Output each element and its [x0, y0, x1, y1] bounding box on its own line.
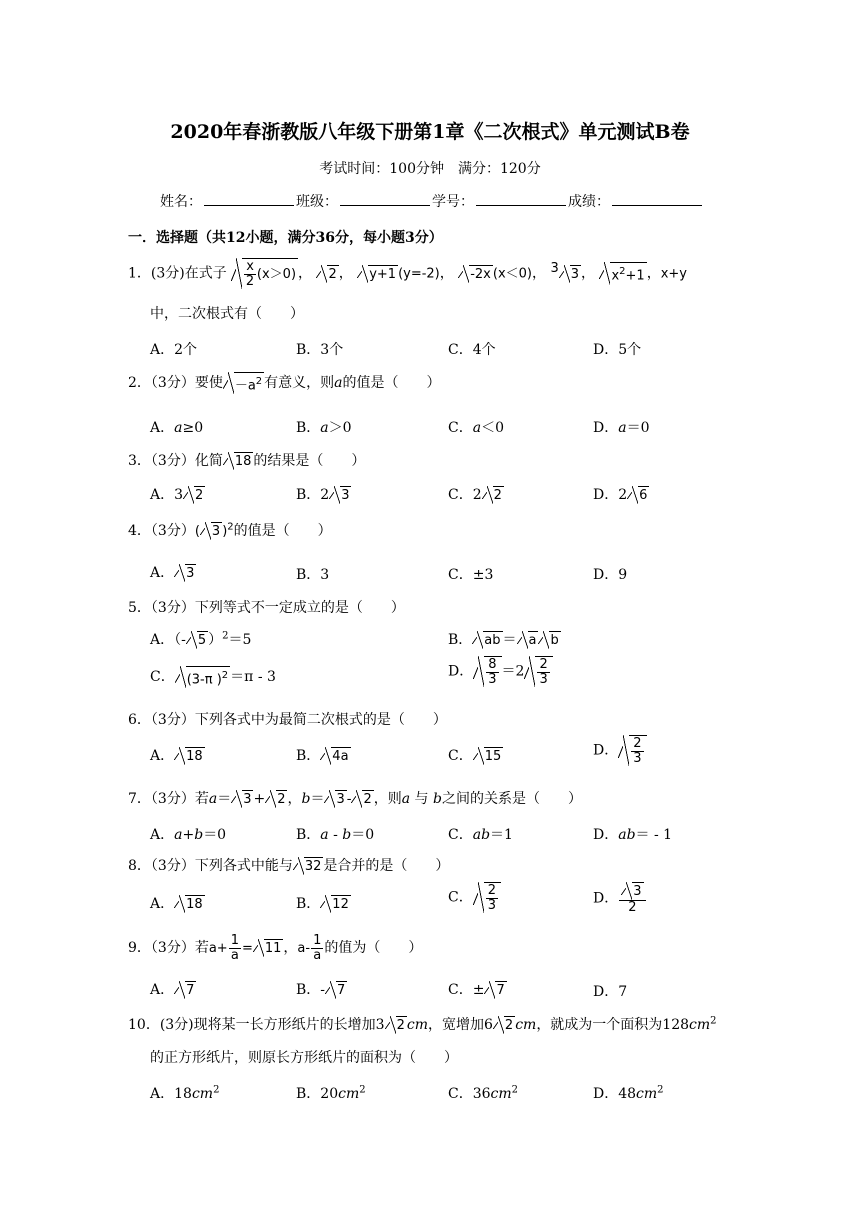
question-10-tail: 的正方形纸片，则原长方形纸片的面积为（ ）: [150, 1050, 458, 1066]
page-title: 2020年春浙教版八年级下册第1章《二次根式》单元测试B卷: [170, 121, 690, 143]
question-1-tail: 中，二次根式有（ ）: [150, 306, 304, 322]
exam-info: 考试时间：100分钟 满分：120分: [319, 161, 541, 177]
q7-option-a[interactable]: A．a+b＝0: [150, 827, 227, 843]
q4-option-d[interactable]: D．9: [593, 567, 628, 583]
q7-option-d[interactable]: D．ab＝ - 1: [593, 827, 673, 843]
q6-option-b[interactable]: B． 4a: [296, 748, 349, 764]
section-heading: 一．选择题（共12小题，满分36分，每小题3分）: [128, 230, 443, 246]
question-1: 1．(3分)在式子 $\frac{x}{2}$ (x＞0) ， 2 ， y+1 (y=-2)， -2x (x＜0)， $^3$ 3 ， $x^2+1$ ，x+y: [128, 259, 687, 289]
question-6: 6．（3分）下列各式中为最简二次根式的是（ ）: [128, 712, 447, 728]
q8-option-a[interactable]: A． 18: [150, 896, 203, 912]
q3-option-b[interactable]: B．2 3: [296, 487, 350, 503]
q5-option-c[interactable]: C． (3-π )$^2$ ＝π - 3: [150, 666, 276, 688]
q5-option-a[interactable]: A．（- 5 ）$^2$＝5: [150, 630, 252, 648]
id-blank[interactable]: [476, 193, 566, 206]
id-label: 学号：: [432, 194, 474, 210]
q10-option-a[interactable]: A．$18cm^2$: [150, 1084, 220, 1102]
q1-option-b[interactable]: B．3个: [296, 342, 344, 358]
q2-option-c[interactable]: C．a＜0: [448, 420, 504, 436]
q1-option-d[interactable]: D．5个: [593, 342, 642, 358]
q6-option-a[interactable]: A． 18: [150, 748, 203, 764]
score-label: 成绩：: [568, 194, 610, 210]
question-8: 8．（3分）下列各式中能与 32 是合并的是（ ）: [128, 858, 450, 874]
q3-option-d[interactable]: D．2 6: [593, 487, 648, 503]
q3-option-a[interactable]: A．3 2: [150, 487, 204, 503]
q2-option-a[interactable]: A．a≥0: [150, 420, 204, 436]
q1-option-c[interactable]: C．4个: [448, 342, 496, 358]
q8-option-d[interactable]: D． $\frac{3}{2}$: [593, 882, 647, 915]
q10-option-d[interactable]: D．$48cm^2$: [593, 1084, 664, 1102]
q1-option-a[interactable]: A．2个: [150, 342, 198, 358]
q5-option-b[interactable]: B． ab ＝ a b: [448, 632, 559, 648]
q8-option-c[interactable]: C． $\frac{2}{3}$: [448, 882, 501, 913]
question-10: 10．(3分)现将某一长方形纸片的长增加3 2 cm，宽增加6 2 cm，就成为一个面积为$128cm^2$: [128, 1015, 717, 1033]
question-5: 5．（3分）下列等式不一定成立的是（ ）: [128, 600, 405, 616]
name-label: 姓名：: [160, 194, 202, 210]
q3-option-c[interactable]: C．2 2: [448, 487, 502, 503]
q9-option-b[interactable]: B．- 7: [296, 982, 346, 998]
q6-option-c[interactable]: C． 15: [448, 748, 502, 764]
question-4: 4．（3分）( 3 )$^2$的值是（ ）: [128, 521, 332, 539]
question-2: 2．（3分）要使 $-a^2$ 有意义，则a的值是（ ）: [128, 372, 441, 394]
q6-option-d[interactable]: D． $\frac{2}{3}$: [593, 735, 647, 766]
score-blank[interactable]: [612, 193, 702, 206]
q8-option-b[interactable]: B． 12: [296, 896, 349, 912]
question-9: 9．（3分）若a+ $\frac{1}{a}$ = 11 ，a- $\frac{1}{a}$ 的值为（ ）: [128, 933, 423, 963]
q4-option-b[interactable]: B．3: [296, 567, 330, 583]
q4-option-c[interactable]: C．±3: [448, 567, 494, 583]
q4-option-a[interactable]: A． 3: [150, 565, 195, 581]
q10-option-b[interactable]: B．$20cm^2$: [296, 1084, 366, 1102]
question-3: 3．（3分）化简 18 的结果是（ ）: [128, 453, 366, 469]
question-7: 7．（3分）若a＝ 3 + 2 ，b＝ 3 - 2 ，则a 与 b之间的关系是（ ）: [128, 791, 582, 807]
q9-option-a[interactable]: A． 7: [150, 982, 195, 998]
class-label: 班级：: [296, 194, 338, 210]
q2-option-d[interactable]: D．a＝0: [593, 420, 650, 436]
q9-option-c[interactable]: C．± 7: [448, 982, 505, 998]
student-info-line: [160, 191, 704, 211]
class-blank[interactable]: [340, 193, 430, 206]
q9-option-d[interactable]: D．7: [593, 984, 628, 1000]
q10-option-c[interactable]: C．$36cm^2$: [448, 1084, 519, 1102]
q5-option-d[interactable]: D． $\frac{8}{3}$ ＝2 $\frac{2}{3}$: [448, 656, 553, 687]
q2-option-b[interactable]: B．a＞0: [296, 420, 352, 436]
q7-option-c[interactable]: C．ab＝1: [448, 827, 513, 843]
name-blank[interactable]: [204, 193, 294, 206]
q7-option-b[interactable]: B．a - b＝0: [296, 827, 375, 843]
